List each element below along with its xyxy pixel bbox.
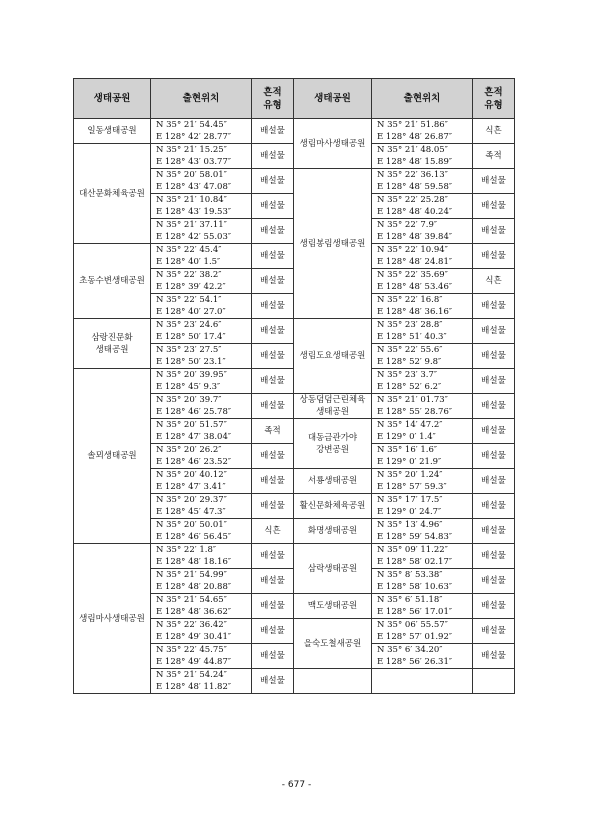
latitude-value: N 35° 06′ 55.57″: [377, 620, 448, 630]
right-coordinate: [372, 619, 473, 644]
left-trace-type: 배설물: [252, 194, 294, 219]
left-trace-type: 배설물: [252, 444, 294, 469]
longitude-value: E 128° 39′ 42.2″: [156, 282, 226, 292]
longitude-value: E 128° 48′ 20.88″: [156, 582, 232, 592]
longitude-value: E 128° 43′ 03.77″: [156, 157, 232, 167]
left-trace-type: 배설물: [252, 369, 294, 394]
latitude-value: N 35° 20′ 39.7″: [156, 395, 222, 405]
longitude-value: E 128° 58′ 02.17″: [377, 557, 453, 567]
longitude-value: E 128° 50′ 17.4″: [156, 332, 226, 342]
header-location-left: 출현위치: [151, 79, 252, 119]
left-trace-type: 배설물: [252, 244, 294, 269]
longitude-value: E 128° 48′ 36.16″: [377, 307, 453, 317]
longitude-value: E 128° 40′ 27.0″: [156, 307, 226, 317]
latitude-value: N 35° 23′ 24.6″: [156, 320, 222, 330]
right-coordinate: [372, 219, 473, 244]
page-number: - 677 -: [281, 780, 312, 790]
right-coordinate: [372, 269, 473, 294]
latitude-value: N 35° 21′ 10.84″: [156, 195, 227, 205]
right-coordinate: [372, 469, 473, 494]
longitude-value: E 128° 45′ 47.3″: [156, 507, 226, 517]
latitude-value: N 35° 22′ 45.4″: [156, 245, 222, 255]
left-coordinate: [151, 244, 252, 269]
header-trace-type-right: 흔적 유형: [473, 79, 515, 119]
longitude-value: E 128° 47′ 3.41″: [156, 482, 226, 492]
right-park-name: 화명생태공원: [294, 519, 372, 544]
left-trace-type: 배설물: [252, 394, 294, 419]
right-park-name: 활신문화체육공원: [294, 494, 372, 519]
right-coordinate: [372, 394, 473, 419]
right-trace-type: 배설물: [473, 294, 515, 319]
left-trace-type: 배설물: [252, 119, 294, 144]
right-empty-cell: [473, 669, 515, 694]
latitude-value: N 35° 20′ 40.12″: [156, 470, 227, 480]
longitude-value: E 128° 56′ 17.01″: [377, 607, 453, 617]
left-park-name: 초동수변생태공원: [74, 244, 151, 319]
left-coordinate: [151, 594, 252, 619]
right-trace-type: 배설물: [473, 219, 515, 244]
right-park-name: 삼락생태공원: [294, 544, 372, 594]
right-park-name: 생림봉림생태공원: [294, 169, 372, 319]
table-header-row: [74, 79, 515, 119]
left-coordinate: [151, 494, 252, 519]
left-coordinate: [151, 569, 252, 594]
longitude-value: E 128° 42′ 28.77″: [156, 132, 232, 142]
longitude-value: E 128° 48′ 24.81″: [377, 257, 453, 267]
right-trace-type: 배설물: [473, 419, 515, 444]
header-park-left: 생태공원: [74, 79, 151, 119]
right-trace-type: 배설물: [473, 569, 515, 594]
left-coordinate: [151, 144, 252, 169]
left-coordinate: [151, 644, 252, 669]
latitude-value: N 35° 17′ 17.5″: [377, 495, 443, 505]
left-park-name: 생림마사생태공원: [74, 544, 151, 694]
latitude-value: N 35° 22′ 16.8″: [377, 295, 443, 305]
right-trace-type: 식흔: [473, 119, 515, 144]
left-coordinate: [151, 544, 252, 569]
longitude-value: E 128° 49′ 44.87″: [156, 657, 232, 667]
left-park-name: 대산문화체육공원: [74, 144, 151, 244]
latitude-value: N 35° 20′ 51.57″: [156, 420, 227, 430]
left-trace-type: 식흔: [252, 519, 294, 544]
latitude-value: N 35° 20′ 29.37″: [156, 495, 227, 505]
longitude-value: E 128° 52′ 9.8″: [377, 357, 442, 367]
left-trace-type: 족적: [252, 419, 294, 444]
longitude-value: E 129° 0′ 21.9″: [377, 457, 442, 467]
right-coordinate: [372, 594, 473, 619]
left-park-name: 솔뫼생태공원: [74, 369, 151, 544]
table-row: [74, 119, 515, 144]
latitude-value: N 35° 22′ 36.13″: [377, 170, 448, 180]
header-location-right: 출현위치: [372, 79, 473, 119]
longitude-value: E 128° 43′ 47.08″: [156, 182, 232, 192]
right-trace-type: 배설물: [473, 644, 515, 669]
left-trace-type: 배설물: [252, 294, 294, 319]
longitude-value: E 128° 48′ 18.16″: [156, 557, 232, 567]
right-trace-type: 배설물: [473, 594, 515, 619]
right-coordinate: [372, 494, 473, 519]
left-trace-type: 배설물: [252, 269, 294, 294]
left-trace-type: 배설물: [252, 469, 294, 494]
table-row: [74, 544, 515, 569]
right-trace-type: 배설물: [473, 369, 515, 394]
latitude-value: N 35° 22′ 1.8″: [156, 545, 217, 555]
longitude-value: E 129° 0′ 1.4″: [377, 432, 436, 442]
latitude-value: N 35° 21′ 15.25″: [156, 145, 227, 155]
longitude-value: E 128° 48′ 11.82″: [156, 682, 232, 692]
longitude-value: E 128° 47′ 38.04″: [156, 432, 232, 442]
longitude-value: E 128° 46′ 25.78″: [156, 407, 232, 417]
longitude-value: E 128° 52′ 6.2″: [377, 382, 442, 392]
latitude-value: N 35° 20′ 50.01″: [156, 520, 227, 530]
longitude-value: E 129° 0′ 24.7″: [377, 507, 442, 517]
latitude-value: N 35° 22′ 36.42″: [156, 620, 227, 630]
right-coordinate: [372, 244, 473, 269]
latitude-value: N 35° 22′ 7.9″: [377, 220, 438, 230]
right-empty-cell: [294, 669, 372, 694]
trace-location-table: [73, 78, 515, 694]
latitude-value: N 35° 16′ 1.6″: [377, 445, 438, 455]
longitude-value: E 128° 51′ 40.3″: [377, 332, 447, 342]
left-trace-type: 배설물: [252, 569, 294, 594]
latitude-value: N 35° 20′ 1.24″: [377, 470, 443, 480]
latitude-value: N 35° 21′ 54.24″: [156, 670, 227, 680]
longitude-value: E 128° 50′ 23.1″: [156, 357, 226, 367]
right-trace-type: 배설물: [473, 394, 515, 419]
right-trace-type: 배설물: [473, 244, 515, 269]
longitude-value: E 128° 42′ 55.03″: [156, 232, 232, 242]
left-trace-type: 배설물: [252, 144, 294, 169]
left-trace-type: 배설물: [252, 319, 294, 344]
latitude-value: N 35° 13′ 4.96″: [377, 520, 443, 530]
right-trace-type: 배설물: [473, 494, 515, 519]
latitude-value: N 35° 22′ 45.75″: [156, 645, 227, 655]
left-trace-type: 배설물: [252, 619, 294, 644]
latitude-value: N 35° 21′ 54.99″: [156, 570, 227, 580]
right-trace-type: 족적: [473, 144, 515, 169]
latitude-value: N 35° 22′ 25.28″: [377, 195, 448, 205]
left-trace-type: 배설물: [252, 344, 294, 369]
right-trace-type: 배설물: [473, 194, 515, 219]
latitude-value: N 35° 22′ 55.6″: [377, 345, 443, 355]
right-park-name: 서룡생태공원: [294, 469, 372, 494]
left-coordinate: [151, 169, 252, 194]
left-coordinate: [151, 344, 252, 369]
longitude-value: E 128° 40′ 1.5″: [156, 257, 221, 267]
left-coordinate: [151, 194, 252, 219]
right-park-name: 대동금관가야 강변공원: [294, 419, 372, 469]
latitude-value: N 35° 23′ 28.8″: [377, 320, 443, 330]
right-coordinate: [372, 144, 473, 169]
longitude-value: E 128° 48′ 59.58″: [377, 182, 453, 192]
right-coordinate: [372, 194, 473, 219]
right-coordinate: [372, 169, 473, 194]
right-park-name: 상동덤덤근린체육생태공원: [294, 394, 372, 419]
left-coordinate: [151, 519, 252, 544]
longitude-value: E 128° 48′ 15.89″: [377, 157, 453, 167]
right-park-name: 생림도요생태공원: [294, 319, 372, 394]
longitude-value: E 128° 45′ 9.3″: [156, 382, 221, 392]
longitude-value: E 128° 46′ 23.52″: [156, 457, 232, 467]
right-coordinate: [372, 644, 473, 669]
right-coordinate: [372, 544, 473, 569]
latitude-value: N 35° 22′ 38.2″: [156, 270, 222, 280]
longitude-value: E 128° 48′ 39.84″: [377, 232, 453, 242]
latitude-value: N 35° 21′ 48.05″: [377, 145, 448, 155]
left-coordinate: [151, 319, 252, 344]
left-trace-type: 배설물: [252, 219, 294, 244]
right-coordinate: [372, 444, 473, 469]
longitude-value: E 128° 48′ 40.24″: [377, 207, 453, 217]
right-trace-type: 배설물: [473, 319, 515, 344]
longitude-value: E 128° 43′ 19.53″: [156, 207, 232, 217]
longitude-value: E 128° 56′ 26.31″: [377, 657, 453, 667]
left-coordinate: [151, 269, 252, 294]
right-coordinate: [372, 419, 473, 444]
header-trace-type-left: 흔적 유형: [252, 79, 294, 119]
latitude-value: N 35° 23′ 27.5″: [156, 345, 222, 355]
longitude-value: E 128° 46′ 56.45″: [156, 532, 232, 542]
latitude-value: N 35° 21′ 54.65″: [156, 595, 227, 605]
latitude-value: N 35° 6′ 34.20″: [377, 645, 443, 655]
longitude-value: E 128° 58′ 10.63″: [377, 582, 453, 592]
left-trace-type: 배설물: [252, 644, 294, 669]
left-coordinate: [151, 419, 252, 444]
right-coordinate: [372, 569, 473, 594]
left-coordinate: [151, 669, 252, 694]
right-coordinate: [372, 519, 473, 544]
left-park-name: 일동생태공원: [74, 119, 151, 144]
left-coordinate: [151, 469, 252, 494]
left-trace-type: 배설물: [252, 494, 294, 519]
left-coordinate: [151, 119, 252, 144]
left-coordinate: [151, 444, 252, 469]
latitude-value: N 35° 09′ 11.22″: [377, 545, 448, 555]
right-park-name: 맥도생태공원: [294, 594, 372, 619]
right-trace-type: 배설물: [473, 344, 515, 369]
longitude-value: E 128° 48′ 53.46″: [377, 282, 453, 292]
longitude-value: E 128° 57′ 01.92″: [377, 632, 453, 642]
right-trace-type: 배설물: [473, 619, 515, 644]
left-park-name: 삼랑진문화 생태공원: [74, 319, 151, 369]
longitude-value: E 128° 57′ 59.3″: [377, 482, 447, 492]
right-coordinate: [372, 294, 473, 319]
right-trace-type: 배설물: [473, 469, 515, 494]
right-trace-type: 배설물: [473, 169, 515, 194]
right-coordinate: [372, 369, 473, 394]
latitude-value: N 35° 23′ 3.7″: [377, 370, 438, 380]
left-coordinate: [151, 369, 252, 394]
latitude-value: N 35° 21′ 51.86″: [377, 120, 448, 130]
latitude-value: N 35° 14′ 47.2″: [377, 420, 443, 430]
latitude-value: N 35° 20′ 58.01″: [156, 170, 227, 180]
right-trace-type: 배설물: [473, 519, 515, 544]
left-coordinate: [151, 219, 252, 244]
longitude-value: E 128° 48′ 26.87″: [377, 132, 453, 142]
latitude-value: N 35° 20′ 39.95″: [156, 370, 227, 380]
right-coordinate: [372, 344, 473, 369]
longitude-value: E 128° 48′ 36.62″: [156, 607, 232, 617]
right-park-name: 을숙도철새공원: [294, 619, 372, 669]
header-park-right: 생태공원: [294, 79, 372, 119]
right-trace-type: 배설물: [473, 444, 515, 469]
left-trace-type: 배설물: [252, 669, 294, 694]
longitude-value: E 128° 49′ 30.41″: [156, 632, 232, 642]
left-trace-type: 배설물: [252, 594, 294, 619]
right-coordinate: [372, 319, 473, 344]
latitude-value: N 35° 6′ 51.18″: [377, 595, 443, 605]
left-trace-type: 배설물: [252, 169, 294, 194]
left-coordinate: [151, 294, 252, 319]
right-empty-cell: [372, 669, 473, 694]
right-coordinate: [372, 119, 473, 144]
latitude-value: N 35° 22′ 35.69″: [377, 270, 448, 280]
latitude-value: N 35° 21′ 37.11″: [156, 220, 227, 230]
latitude-value: N 35° 22′ 54.1″: [156, 295, 222, 305]
table-row: [74, 319, 515, 344]
latitude-value: N 35° 8′ 53.38″: [377, 570, 443, 580]
left-coordinate: [151, 619, 252, 644]
right-park-name: 생림마사생태공원: [294, 119, 372, 169]
latitude-value: N 35° 21′ 54.45″: [156, 120, 227, 130]
latitude-value: N 35° 22′ 10.94″: [377, 245, 448, 255]
longitude-value: E 128° 59′ 54.83″: [377, 532, 453, 542]
latitude-value: N 35° 21′ 01.73″: [377, 395, 448, 405]
left-coordinate: [151, 394, 252, 419]
longitude-value: E 128° 55′ 28.76″: [377, 407, 453, 417]
right-trace-type: 배설물: [473, 544, 515, 569]
left-trace-type: 배설물: [252, 544, 294, 569]
right-trace-type: 식흔: [473, 269, 515, 294]
latitude-value: N 35° 20′ 26.2″: [156, 445, 222, 455]
